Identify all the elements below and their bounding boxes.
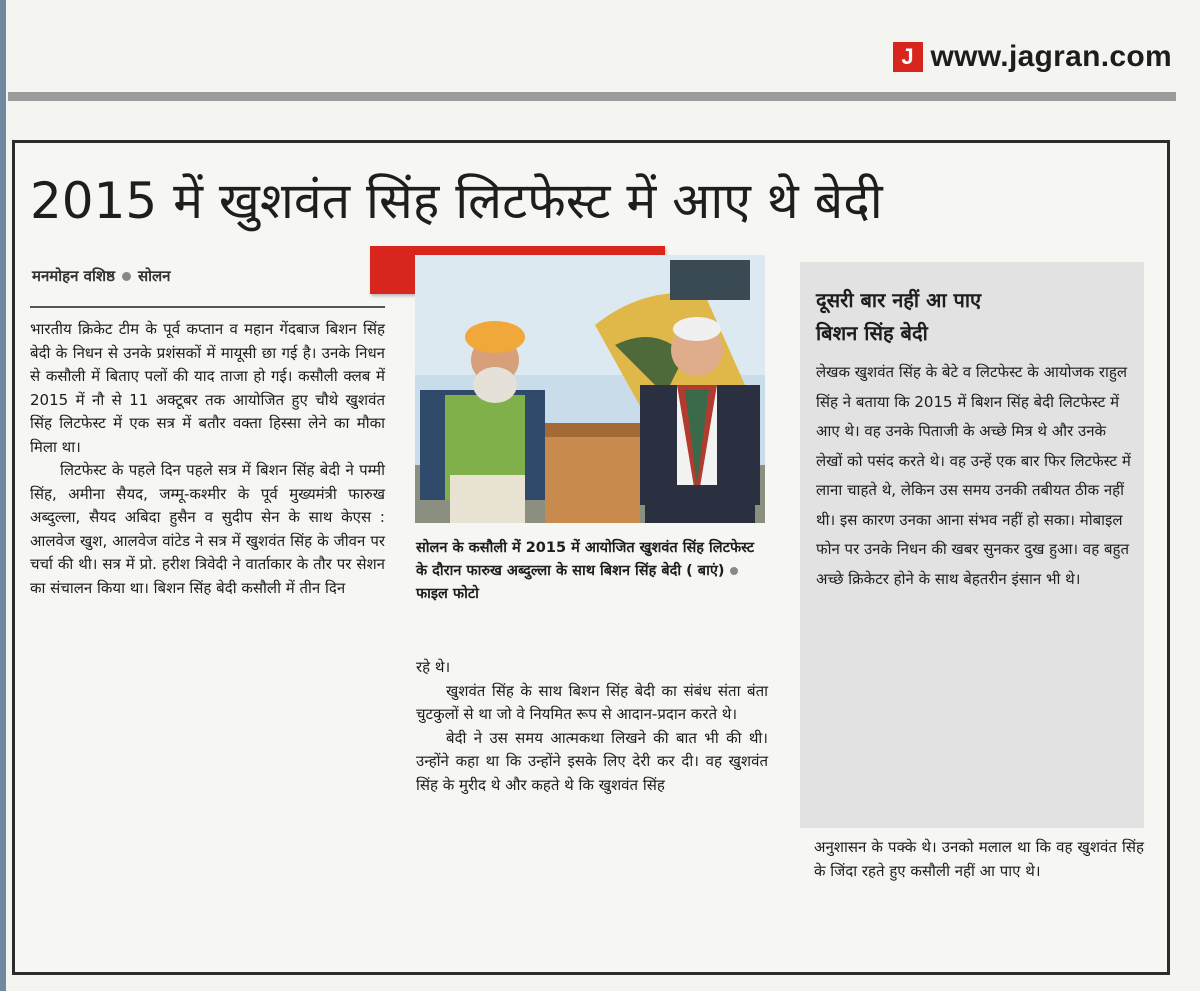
byline xyxy=(32,266,170,286)
sidebar-text: लेखक खुशवंत सिंह के बेटे व लिटफेस्ट के आयोजक राहुल सिंह ने बताया कि 2015 में बिशन सिंह बेदी लिटफेस्ट में आए थे। वह उनके पिताजी के अच्छे मित्र थे और उनके लेखों को पसंद करते थे। वह उन्हें एक बार फिर लिटफेस्ट में लाना चाहते थे, लेकिन उस समय उनकी तबीयत ठीक नहीं थी। इस कारण उनका आना संभव नहीं हो सका। मोबाइल फोन पर उनके निधन की खबर सुनकर दुख हुआ। वह बहुत अच्छे क्रिकेटर होने के साथ बेहतरीन इंसान भी थे। xyxy=(816,363,1131,588)
article-paragraph: लिटफेस्ट के पहले दिन पहले सत्र में बिशन सिंह बेदी ने पम्मी सिंह, अमीना सैयद, जम्मू-कश्मीर के पूर्व मुख्यमंत्री फारुख अब्दुल्ला, सैयद अबिदा हुसैन व सुदीप सेन के साथ केएस : आलवेज खुश, आलवेज वांटेड ने सत्र में खुशवंत सिंह के जीवन पर चर्चा की थी। सत्र में प्रो. हरीश त्रिवेदी ने वार्ताकार के तौर पर सेशन का संचालन किया था। बिशन सिंह बेदी कसौली में तीन दिन xyxy=(30,461,385,597)
article-paragraph: अनुशासन के पक्के थे। उनको मलाल था कि वह खुशवंत सिंह के जिंदा रहते हुए कसौली नहीं आ पाए थे। xyxy=(814,838,1144,880)
article-photo xyxy=(415,255,765,523)
brand-url: www.jagran.com xyxy=(930,40,1172,73)
brand-header xyxy=(893,40,1172,74)
sidebar-title xyxy=(816,284,1136,350)
sidebar-box xyxy=(800,262,1144,828)
photo-caption xyxy=(416,537,768,606)
article-column-1 xyxy=(30,318,385,600)
photo-illustration xyxy=(415,255,765,523)
article-paragraph: बेदी ने उस समय आत्मकथा लिखने की बात भी की थी। उन्होंने कहा था कि उन्होंने इसके लिए देरी कर दी। वह खुशवंत सिंह के मुरीद थे और कहते थे कि खुशवंत सिंह xyxy=(416,728,768,794)
column-rule xyxy=(30,306,385,308)
byline-dot-icon xyxy=(122,272,131,281)
article-paragraph: खुशवंत सिंह के साथ बिशन सिंह बेदी का संबंध संता बंता चुटकुलों से था जो वे नियमित रूप से आदान-प्रदान करते थे। xyxy=(416,681,768,723)
article-headline: 2015 में खुशवंत सिंह लिटफेस्ट में आए थे बेदी xyxy=(30,172,883,230)
caption-dot-icon xyxy=(730,567,738,575)
header-rule xyxy=(8,92,1176,101)
sidebar-title-line: बिशन सिंह बेदी xyxy=(816,321,928,345)
sidebar-title-line: दूसरी बार नहीं आ पाए xyxy=(816,288,982,312)
photo-credit: फाइल फोटो xyxy=(416,586,479,602)
byline-author: मनमोहन वशिष्ठ xyxy=(32,267,115,285)
article-column-2 xyxy=(416,656,768,797)
jagran-logo-icon: J xyxy=(893,42,923,72)
article-column-3 xyxy=(814,836,1144,883)
photo-caption-text: सोलन के कसौली में 2015 में आयोजित खुशवंत सिंह लिटफेस्ट के दौरान फारुख अब्दुल्ला के साथ बिशन सिंह बेदी ( बाएं) xyxy=(416,540,755,579)
article-paragraph: भारतीय क्रिकेट टीम के पूर्व कप्तान व महान गेंदबाज बिशन सिंह बेदी के निधन से उनके प्रशंसकों में मायूसी छा गई है। उनके निधन से कसौली में बिताए पलों की याद ताजा हो गई। कसौली क्लब में 2015 में नौ से 11 अक्टूबर तक आयोजित हुए चौथे खुशवंत सिंह लिटफेस्ट में एक सत्र में बतौर वक्ता हिस्सा लेने का मौका मिला था। xyxy=(30,320,385,456)
left-edge-border xyxy=(0,0,6,991)
article-paragraph: रहे थे। xyxy=(416,658,451,676)
byline-location: सोलन xyxy=(137,267,171,285)
